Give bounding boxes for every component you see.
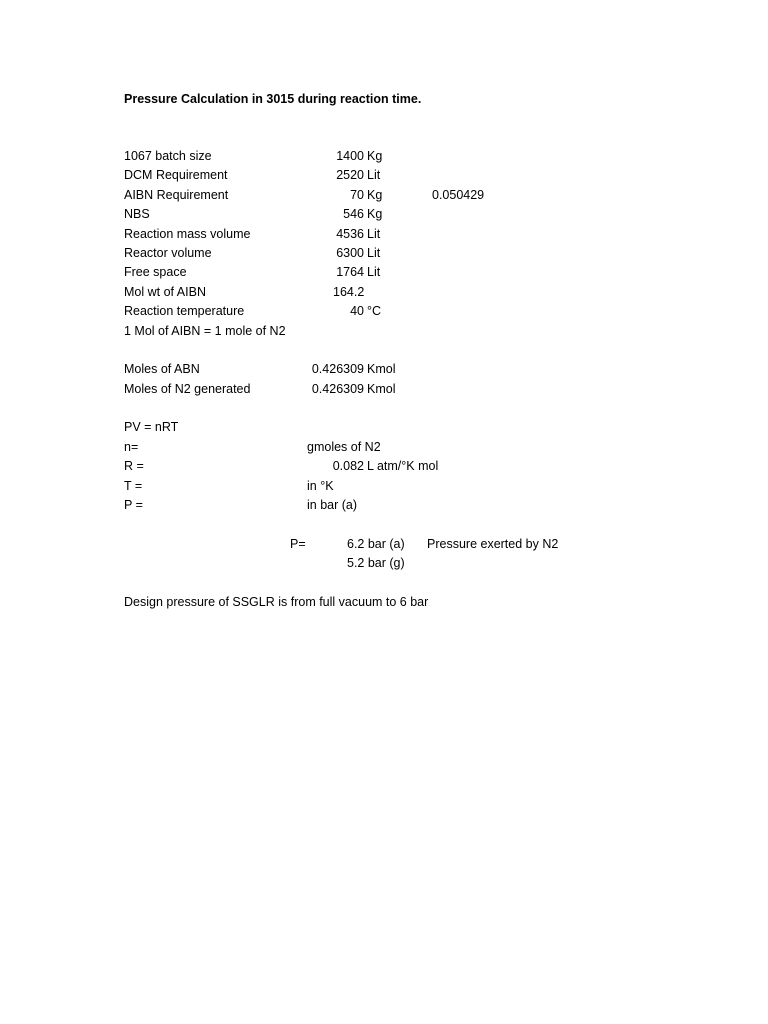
- param-label-temperature: Reaction temperature: [124, 304, 245, 318]
- param-value-nbs: 546: [343, 207, 364, 221]
- variable-value-r: 0.082: [332, 459, 364, 473]
- ideal-gas-equation: PV = nRT: [124, 420, 179, 434]
- param-value-reaction-mass: 4536: [336, 227, 364, 241]
- result-gauge-pressure: 5.2 bar (g): [347, 556, 405, 570]
- moles-unit-abn: Kmol: [367, 362, 396, 376]
- param-value-free-space: 1764: [336, 265, 364, 279]
- param-label-dcm: DCM Requirement: [124, 168, 228, 182]
- param-unit-reactor-volume: Lit: [367, 246, 381, 260]
- param-value-dcm: 2520: [336, 168, 364, 182]
- param-value-reactor-volume: 6300: [336, 246, 364, 260]
- variable-unit-r: L atm/°K mol: [367, 459, 439, 473]
- result-absolute-pressure: 6.2 bar (a): [347, 537, 405, 551]
- result-p-label: P=: [290, 537, 306, 551]
- param-label-reactor-volume: Reactor volume: [124, 246, 212, 260]
- param-label-reaction-mass: Reaction mass volume: [124, 227, 251, 241]
- param-label-nbs: NBS: [124, 207, 150, 221]
- moles-label-n2: Moles of N2 generated: [124, 382, 251, 396]
- page-title: Pressure Calculation in 3015 during reaction time.: [124, 92, 422, 106]
- param-unit-temperature: °C: [367, 304, 382, 318]
- variable-label-t: T =: [124, 479, 143, 493]
- param-unit-dcm: Lit: [367, 168, 381, 182]
- param-unit-batch-size: Kg: [367, 149, 383, 163]
- moles-label-abn: Moles of ABN: [124, 362, 200, 376]
- param-unit-aibn: Kg: [367, 188, 383, 202]
- mol-equivalence: 1 Mol of AIBN = 1 mole of N2: [124, 324, 286, 338]
- moles-unit-n2: Kmol: [367, 382, 396, 396]
- param-label-free-space: Free space: [124, 265, 187, 279]
- param-value-aibn: 70: [350, 188, 364, 202]
- moles-value-n2: 0.426309: [311, 382, 364, 396]
- variable-unit-n: gmoles of N2: [307, 440, 381, 454]
- design-pressure-note: Design pressure of SSGLR is from full vacuum to 6 bar: [124, 595, 429, 609]
- variable-unit-p: in bar (a): [307, 498, 358, 512]
- moles-value-abn: 0.426309: [311, 362, 364, 376]
- param-value-mol-wt: 164.2: [333, 285, 365, 299]
- param-unit-reaction-mass: Lit: [367, 227, 381, 241]
- param-label-aibn: AIBN Requirement: [124, 188, 229, 202]
- param-label-mol-wt: Mol wt of AIBN: [124, 285, 206, 299]
- variable-label-r: R =: [124, 459, 144, 473]
- param-value-temperature: 40: [350, 304, 364, 318]
- param-label-batch-size: 1067 batch size: [124, 149, 212, 163]
- variable-label-n: n=: [124, 440, 139, 454]
- variable-unit-t: in °K: [307, 479, 334, 493]
- param-value-batch-size: 1400: [336, 149, 364, 163]
- result-note: Pressure exerted by N2: [427, 537, 559, 551]
- variable-label-p: P =: [124, 498, 143, 512]
- param-unit-nbs: Kg: [367, 207, 383, 221]
- param-extra-aibn: 0.050429: [432, 188, 485, 202]
- param-unit-free-space: Lit: [367, 265, 381, 279]
